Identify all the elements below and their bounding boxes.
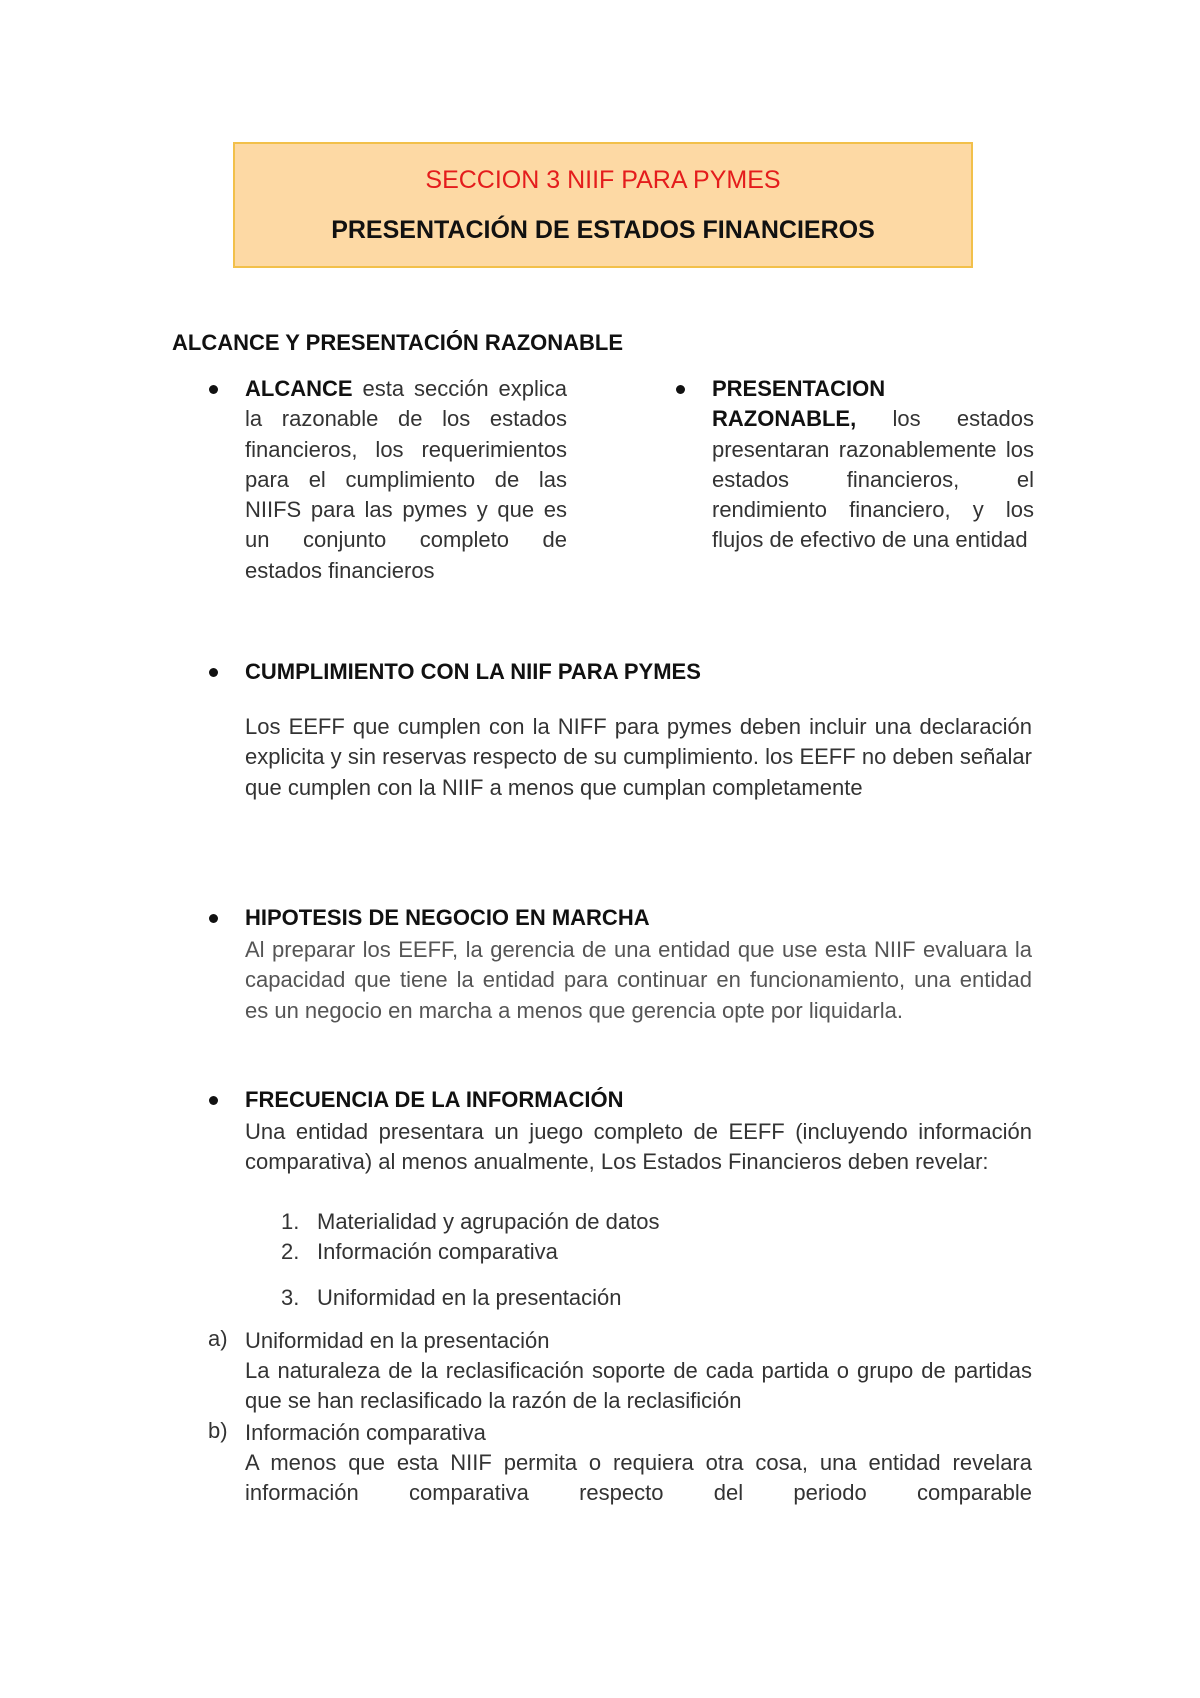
presentacion-term-2: RAZONABLE, bbox=[712, 406, 857, 432]
hipotesis-title: HIPOTESIS DE NEGOCIO EN MARCHA bbox=[245, 905, 650, 930]
bullet-icon bbox=[209, 914, 218, 923]
cumplimiento-text: Los EEFF que cumplen con la NIFF para pymes deben incluir una declaración explicita y sin reservas respecto de su cumplimiento. los EEFF no deben señalar que cumplen con la NIIF a menos que cumplan completamente bbox=[245, 714, 1032, 800]
title-box bbox=[233, 142, 973, 268]
list-item-number: 3. bbox=[281, 1285, 300, 1310]
list-item-text: Información comparativa bbox=[317, 1239, 558, 1264]
alcance-text: esta sección explica la razonable de los estados financieros, los requerimientos para el cumplimiento de las NIIFS para las pymes y que es un conjunto completo de estados financieros bbox=[245, 376, 567, 583]
list-item-text: Materialidad y agrupación de datos bbox=[317, 1209, 660, 1234]
presentacion-term-1: PRESENTACION bbox=[712, 376, 886, 401]
presentacion-text: los estados presentaran razonablemente los estados financieros, el rendimiento financiero, y los flujos de efectivo de una entidad bbox=[712, 406, 1034, 553]
frecuencia-title: FRECUENCIA DE LA INFORMACIÓN bbox=[245, 1087, 624, 1112]
alcance-block bbox=[245, 374, 567, 586]
list-item-number: 2. bbox=[281, 1239, 300, 1264]
document-title: PRESENTACIÓN DE ESTADOS FINANCIEROS bbox=[331, 216, 875, 244]
lettered-marker: a) bbox=[208, 1326, 228, 1351]
lettered-title: Información comparativa bbox=[245, 1420, 486, 1445]
main-heading: ALCANCE Y PRESENTACIÓN RAZONABLE bbox=[172, 330, 624, 355]
list-item-text: Uniformidad en la presentación bbox=[317, 1285, 622, 1310]
lettered-text: A menos que esta NIIF permita o requiera otra cosa, una entidad revelara información comparativa respecto del periodo comparable bbox=[245, 1450, 1032, 1506]
bullet-icon bbox=[209, 668, 218, 677]
lettered-title: Uniformidad en la presentación bbox=[245, 1328, 550, 1353]
hipotesis-text: Al preparar los EEFF, la gerencia de una entidad que use esta NIIF evaluara la capacidad que tiene la entidad para continuar en funcionamiento, una entidad es un negocio en marcha a menos que gerencia opte por liquidarla. bbox=[245, 937, 1032, 1023]
section-title: SECCION 3 NIIF PARA PYMES bbox=[425, 166, 781, 194]
bullet-icon bbox=[209, 385, 218, 394]
alcance-term: ALCANCE bbox=[245, 376, 353, 401]
bullet-icon bbox=[209, 1096, 218, 1105]
list-item-number: 1. bbox=[281, 1209, 300, 1234]
cumplimiento-title: CUMPLIMIENTO CON LA NIIF PARA PYMES bbox=[245, 659, 701, 684]
frecuencia-text: Una entidad presentara un juego completo de EEFF (incluyendo información comparativa) al menos anualmente, Los Estados Financieros deben revelar: bbox=[245, 1119, 1032, 1175]
lettered-marker: b) bbox=[208, 1418, 228, 1443]
presentacion-block bbox=[712, 374, 1034, 556]
lettered-text: La naturaleza de la reclasificación soporte de cada partida o grupo de partidas que se han reclasificado la razón de la reclasifición bbox=[245, 1358, 1032, 1414]
bullet-icon bbox=[676, 385, 685, 394]
